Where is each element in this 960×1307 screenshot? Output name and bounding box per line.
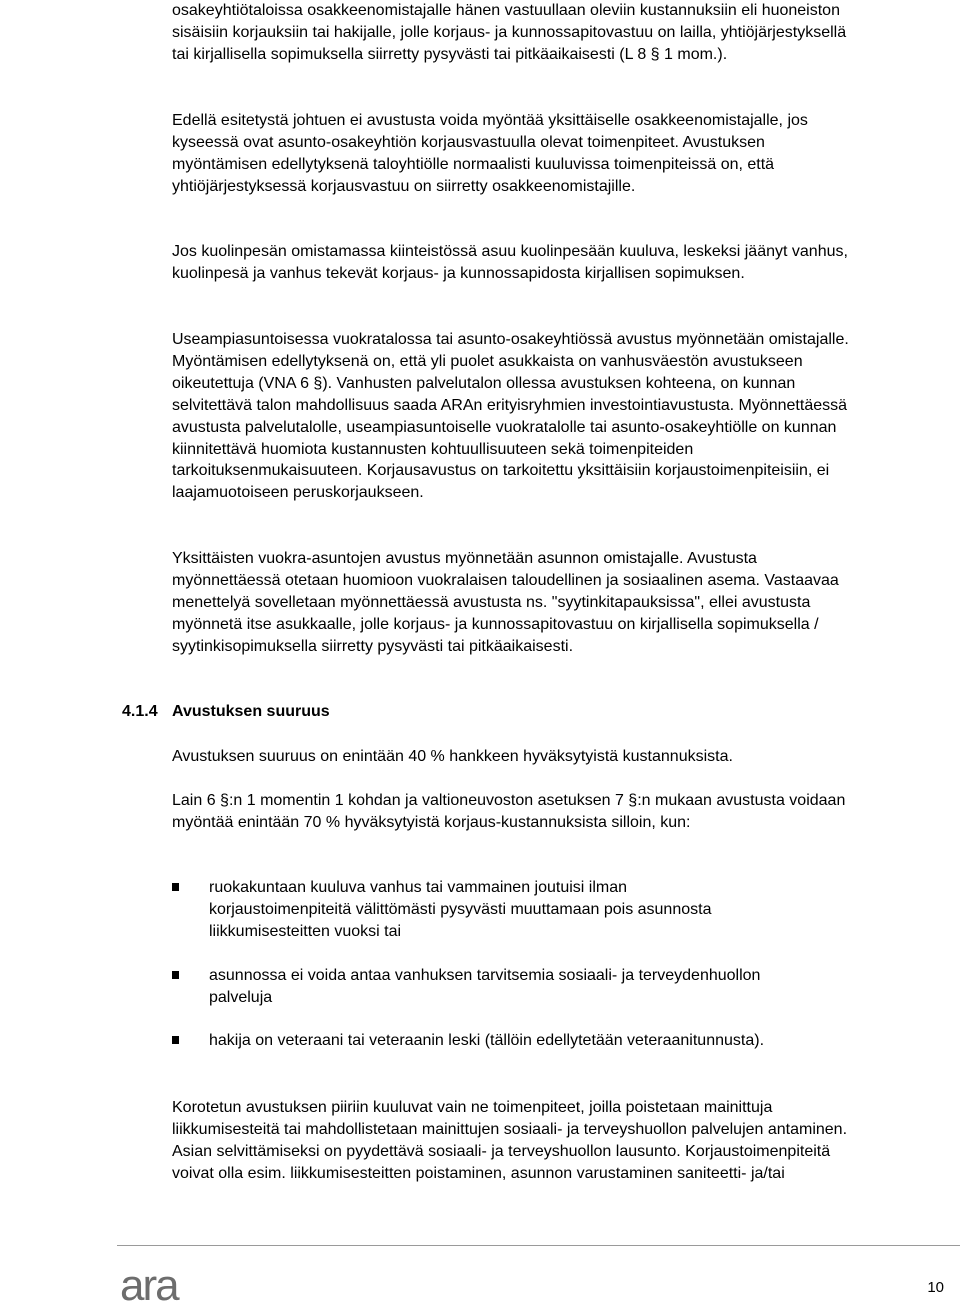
square-bullet-icon [172, 971, 179, 979]
paragraph: Useampiasuntoisessa vuokratalossa tai asunto-osakeyhtiössä avustus myönnetään omistajalle. Myöntämisen edellytyksenä on, että yli puolet asukkaista on vanhusväestön avustukseen oikeutettuja (VNA 6 §). Vanhusten palvelutalon ollessa avustuksen kohteena, on kunnan selvitettävä talon mahdollisuus saada ARAn erityisryhmien investointiavustusta. Myönnettäessä avustusta palvelutalolle, useampiasuntoiselle vuokratalolle tai asunto-osakeyhtiölle on kunnan kiinnitettävä huomiota kustannusten kohtuullisuuteen sekä toimenpiteiden tarkoituksenmukaisuuteen. Korjausavustus on tarkoitettu yksittäisiin korjaustoimenpiteisiin, ei laajamuotoiseen peruskorjaukseen. [172, 331, 849, 502]
list-item [172, 877, 772, 943]
paragraph: Korotetun avustuksen piiriin kuuluvat vain ne toimenpiteet, joilla poistetaan mainittuja liikkumisesteitä tai mahdollistetaan mainittujen sosiaali- ja terveyshuollon palvelujen antaminen. Asian selvittämiseksi on pyydettävä sosiaali- ja terveyshuollon lausunto. Korjaustoimenpiteitä voivat olla esim. liikkumisesteitten poistaminen, asunnon varustaminen saniteetti- ja/tai [172, 1099, 848, 1182]
list-item-text: hakija on veteraani tai veteraanin leski (tällöin edellytetään veteraanitunnusta). [209, 1032, 765, 1050]
square-bullet-icon [172, 1036, 179, 1044]
section-heading [122, 701, 330, 723]
paragraph: Edellä esitetystä johtuen ei avustusta voida myöntää yksittäiselle osakkeenomistajalle, jos kyseessä ovat asunto-osakeyhtiön korjausvastuulla olevat toimenpiteet. Avustuksen myöntämisen edellytyksenä taloyhtiölle normaalisti kuuluvissa toimenpiteissä on, että yhtiöjärjestyksessä korjausvastuu on siirretty osakkeenomistajille. [172, 112, 808, 195]
paragraph: Jos kuolinpesän omistamassa kiinteistössä asuu kuolinpesään kuuluva, leskeksi jäänyt vanhus, kuolinpesä ja vanhus tekevät korjaus- ja kunnossapidosta kirjallisen sopimuksen. [172, 243, 848, 282]
bullet-list [172, 877, 772, 1074]
square-bullet-icon [172, 883, 179, 891]
list-item [172, 965, 772, 1009]
paragraph: osakeyhtiötaloissa osakkeenomistajalle hänen vastuullaan oleviin kustannuksiin eli huoneiston sisäisiin korjauksiin tai hakijalle, jolle korjaus- ja kunnossapitovastuu on lailla, yhtiöjärjestyksellä tai kirjallisella sopimuksella siirretty pysyvästi tai pitkäaikaisesti (L 8 § 1 mom.). [172, 2, 847, 63]
footer-divider [117, 1245, 960, 1246]
section-number: 4.1.4 [122, 703, 158, 720]
page-number: 10 [927, 1279, 944, 1296]
paragraph: Yksittäisten vuokra-asuntojen avustus myönnetään asunnon omistajalle. Avustusta myönnettäessä otetaan huomioon vuokralaisen taloudellinen ja sosiaalinen asema. Vastaavaa menettelyä sovelletaan myönnettäessä avustusta ns. "syytinkitapauksissa", ellei avustusta myönnetä itse asukkaalle, jolle korjaus- ja kunnossapitovastuu on kirjallisella sopimuksella / syytinkisopimuksella siirretty pysyvästi tai pitkäaikaisesti. [172, 550, 839, 655]
list-item-text: asunnossa ei voida antaa vanhuksen tarvitsemia sosiaali- ja terveydenhuollon palveluja [209, 966, 761, 1006]
list-item [172, 1030, 772, 1052]
paragraph: Lain 6 §:n 1 momentin 1 kohdan ja valtioneuvoston asetuksen 7 §:n mukaan avustusta voidaan myöntää enintään 70 % hyväksytyistä korjaus-kustannuksista silloin, kun: [172, 792, 846, 831]
section-title: Avustuksen suuruus [172, 703, 330, 720]
ara-logo [120, 1262, 192, 1304]
logo-text: ara [120, 1262, 178, 1304]
list-item-text: ruokakuntaan kuuluva vanhus tai vammainen joutuisi ilman korjaustoimenpiteitä välittömästi pysyvästi muuttamaan pois asunnosta liikkumisesteitten vuoksi tai [209, 879, 712, 940]
paragraph: Avustuksen suuruus on enintään 40 % hankkeen hyväksytyistä kustannuksista. [172, 748, 733, 765]
